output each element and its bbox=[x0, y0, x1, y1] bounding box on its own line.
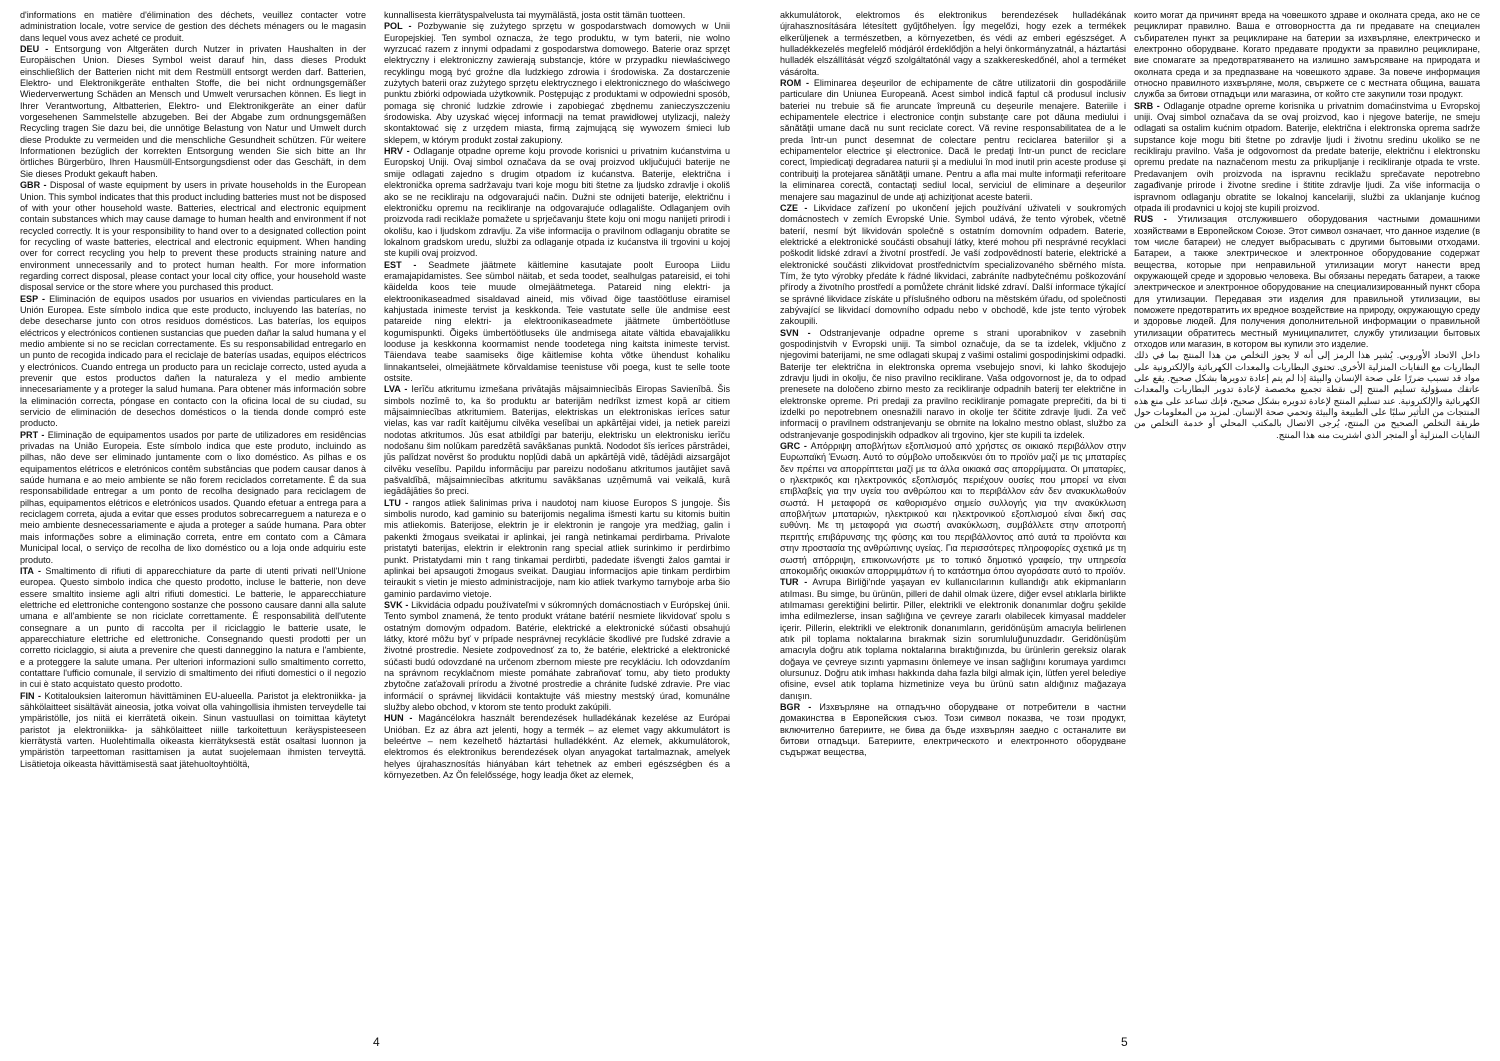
paragraph-text: kunnallisesta kierrätyspalvelusta tai myymälästä, josta ostit tämän tuotteen. bbox=[384, 10, 686, 20]
paragraph-text: Ierīču atkritumu izmešana privātajās mājsaimniecībās Eiropas Savienībā. Šis simbols nozīmē to, ka šo produktu ar baterijām nedrīkst izmest kopā ar citiem mājsaimniecības atkritumiem. Baterijas, elektriskas un elektroniskas ierīces satur vielas, kas var radīt kaitējumu cilvēka veselībai un apkārtējai videi, ja netiek pareizi nodotas atkritumos. Jūs esat atbildīgi par bateriju, elektrisku un elektronisku ierīču nodošanu šim nolūkam paredzētā savākšanas punktā. Nododot šīs ierīces pārstrādei, jūs palīdzat novērst šo produktu nopļūdi dabā un apkārtējā vidē, tādējādi aizsargājot cilvēku veselību. Papildu informāciju par pareizu nodošanu atkritumos jautājiet savā pašvaldībā, mājsaimniecības atkritumu savākšanas uzņēmumā vai veikalā, kurā iegādājāties šo preci. bbox=[384, 384, 730, 497]
language-code: TUR - bbox=[780, 577, 808, 588]
language-code: EST - bbox=[384, 259, 417, 270]
language-code: ITA - bbox=[20, 565, 41, 576]
paragraph-text: Entsorgung von Altgeräten durch Nutzer in privaten Haushalten in der Europäischen Union. Dieses Symbol weist darauf hin, dass dieses Produkt einschließlich der Batterien nicht mit dem Restmüll entsorgt werden darf. Batterien, Elektro- und Elektronikgeräte enthalten Stoffe, die bei nicht ordnungsgemäßer Wiederverwertung Schäden an Mensch und Umwelt verursachen können. Es liegt in Ihrer Verantwortung, Altbatterien, Elektro- und Elektronikgeräte an einer dafür vorgesehenen Sammelstelle abzugeben. Bei der Abgabe zum ordnungsgemäßen Recycling tragen Sie dazu bei, die unnötige Belastung von Natur und Umwelt durch diese Produkte zu vermeiden und die menschliche Gesundheit schützen. Für weitere Informationen bezüglich der korrekten Entsorgung wenden Sie sich bitte an Ihr örtliches Bürgerbüro, Ihren Hausmüll-Entsorgungsdienst oder das Geschäft, in dem Sie dieses Produkt gekauft haben. bbox=[20, 44, 366, 179]
paragraph bbox=[384, 260, 730, 385]
column-2 bbox=[384, 10, 730, 1030]
paragraph bbox=[780, 702, 1126, 759]
paragraph bbox=[384, 21, 730, 146]
paragraph bbox=[384, 146, 730, 259]
paragraph-text: Likvidácia odpadu používateľmi v súkromných domácnostiach v Európskej únii. Tento symbol znamená, že tento produkt vrátane batérií nesmiete likvidovať spolu s ostatným domovým odpadom. Batérie, elektrické a elektronické súčasti obsahujú látky, ktoré môžu byť v prípade nesprávnej recyklácie škodlivé pre ľudské zdravie a životné prostredie. Nesiete zodpovednosť za to, že batérie, elektrické a elektronické súčasti budú odovzdané na určenom zbernom mieste pre recykláciu. Ich odovzdaním na správnom recyklačnom mieste pomáhate zabraňovať tomu, aby tieto produkty zbytočne zaťažovali prírodu a životné prostredie a chránite ľudské zdravie. Pre viac informácií o správnej likvidácii kontaktujte váš miestny mestský úrad, komunálne služby alebo obchod, v ktorom ste tento produkt zakúpili. bbox=[384, 599, 730, 712]
paragraph-text: rangos atliek šalinimas priva i naudotoj nam kiuose Europos S jungoje. Šis simbolis nurodo, kad gaminio su baterijomis negalima išmesti kartu su kitomis buitin mis atliekomis. Baterijose, elektrin je ir elektronin je rangoje yra medžiag, galin i pakenkti žmogaus sveikatai ir aplinkai, jei rangà netinkamai perdirbama. Privalote pristatyti baterijas, elektrin ir elektronin rang special atliek surinkimo ir perdirbimo punkt. Pristatydami min t rang tinkamai perdirbti, padedate išvengti žalos gamtai ir aplinkai bei apsaugoti žmogaus sveikat. Daugiau informacijos apie tinkam perdirbim teiraukit s vietin je miesto administracijoje, nam kio atliek tvarkymo tarnyboje arba šio gaminio pardavimo vietoje. bbox=[384, 497, 730, 599]
column-4 bbox=[1134, 10, 1480, 1030]
page-number-left: 4 bbox=[373, 1035, 380, 1049]
paragraph bbox=[20, 10, 366, 44]
paragraph-text: Pozbywanie się zużytego sprzętu w gospodarstwach domowych w Unii Europejskiej. Ten symbol oznacza, że tego produktu, w tym baterii, nie wolno wyrzucać razem z innymi odpadami z gospodarstwa domowego. Baterie oraz sprzęt elektryczny i elektroniczny zawierają substancje, które w przypadku niewłaściwego recyklingu mogą być groźne dla ludzkiego zdrowia i środowiska. Za dostarczenie zużytych baterii oraz zużytego sprzętu elektrycznego i elektronicznego do właściwego punktu zbiórki odpowiada użytkownik. Postępując z produktami w odpowiedni sposób, pomaga się chronić ludzkie zdrowie i zapobiegać zbędnemu zanieczyszczeniu środowiska. Aby uzyskać więcej informacji na temat prawidłowej utylizacji, należy skontaktować się z urzędem miasta, firmą zajmującą się wywozem śmieci lub sklepem, w którym produkt został zakupiony. bbox=[384, 21, 730, 145]
paragraph-text: Απόρριψη αποβλήτων εξοπλισμού από χρήστες σε οικιακό περιβάλλον στην Ευρωπαϊκή Ένωση. Αυτό το σύμβολο υποδεικνύει ότι το προϊόν μαζί με τις μπαταρίες δεν πρέπει να απορρίπτεται μαζί με τα άλλα οικιακά σας απορρίμματα. Οι μπαταρίες, ο ηλεκτρικός και ηλεκτρονικός εξοπλισμός περιέχουν ουσίες που μπορεί να είναι επιβλαβείς για την υγεία του ανθρώπου και το περιβάλλον εάν δεν ανακυκλωθούν σωστά. Η μεταφορά σε καθορισμένο σημείο συλλογής για την ανακύκλωση αποβλήτων μπαταριών, ηλεκτρικού και ηλεκτρονικού εξοπλισμού είναι δική σας ευθύνη. Με τη μεταφορά για σωστή ανακύκλωση, συμβάλλετε στην αποτροπή περιττής επιβάρυνσης της φύσης και του περιβάλλοντος από αυτά τα προϊόντα και στην προστασία της ανθρώπινης υγείας. Για περισσότερες πληροφορίες σχετικά με τη σωστή απόρριψη, επικοινωνήστε με το τοπικό δημοτικό γραφείο, την υπηρεσία αποκομιδής οικιακών απορριμμάτων ή το κατάστημα όπου αγοράσατε αυτό το προϊόν. bbox=[780, 441, 1126, 576]
paragraph-text: Seadmete jäätmete käitlemine kasutajate poolt Euroopa Liidu eramajapidamistes. See sümbol näitab, et seda toodet, sealhulgas patareisid, ei tohi käidelda koos teie muude olmejäätmetega. Patareid ning elektri- ja elektroonikaseadmed sisaldavad aineid, mis võivad õige taastöötluse eiramisel kahjustada inimeste tervist ja keskkonda. Teie vastutate selle üle andmise eest patareide ning elektri- ja elektroonikaseadmete jäätmete ümbertöötluse kogumispunkti. Õigeks ümbertöötluseks üle andmisega aitate vältida ebavajalikku looduse ja keskkonna koormamist nende toodetega ning kaitsta inimeste tervist. Täiendava teabe saamiseks õige käitlemise kohta võtke ühendust kohaliku linnakantselei, olmejäätmete kõrvaldamise teenistuse või poega, kust te selle toote ostsite. bbox=[384, 259, 730, 383]
paragraph bbox=[20, 180, 366, 293]
paragraph-text: Утилизация отслужившего оборудования частными домашними хозяйствами в Европейском Союзе. Этот символ означает, что данное изделие (в том числе батареи) не следует выбрасывать с другими бытовыми отходами. Батареи, а также электрическое и электронное оборудование содержат вещества, которые при неправильной утилизации могут нанести вред окружающей среде и здоровью человека. Вы обязаны передать батареи, а также электрическое и электронное оборудование на специализированный пункт сбора для утилизации. Передавая эти изделия для правильной утилизации, вы поможете предотвратить их вредное воздействие на природу, окружающую среду и здоровье людей. Для получения дополнительной информации о правильной утилизации обратитесь местный муниципалитет, службу утилизации бытовых отходов или магазин, в котором вы купили это изделие. bbox=[1134, 214, 1480, 349]
language-code: HUN - bbox=[384, 713, 413, 724]
column-3 bbox=[780, 10, 1126, 1030]
language-code: FIN - bbox=[20, 690, 42, 701]
language-code: ESP - bbox=[20, 293, 46, 304]
language-code: LTU - bbox=[384, 497, 409, 508]
paragraph-text: Smaltimento di rifiuti di apparecchiature da parte di utenti privati nell'Unione europea. Questo simbolo indica che questo prodotto, incluse le batterie, non deve essere smaltito insieme agli altri rifiuti domestici. Le batterie, le apparecchiature elettriche ed elettroniche contengono sostanze che possono causare danni alla salute umana e all'ambiente se non riciclate correttamente. È responsabilità dell'utente consegnare a un punto di raccolta per il riciclaggio le batterie usate, le apparecchiature elettriche ed elettroniche. Consegnando questi prodotti per un corretto riciclaggio, si aiuta a prevenire che questi danneggino la natura e l'ambiente, e a proteggere la salute umana. Per ulteriori informazioni sullo smaltimento corretto, contattare l'ufficio comunale, il servizio di smaltimento dei rifiuti domestici o il negozio in cui è stato acquistato questo prodotto. bbox=[20, 565, 366, 690]
language-code: CZE - bbox=[780, 202, 808, 213]
paragraph-text: akkumulátorok, elektromos és elektronikus berendezések hulladékának újrahasznosítására létesített gyűjtőhelyen. Így megelőzi, hogy ezek a termékek elkerüljenek a természetben, a környezetben, és védi az emberi egészséget. A hulladékkezelés megfelelő módjáról érdeklődjön a helyi önkormányzatnál, a háztartási hulladék elszállítását végző szolgáltatónál vagy a szakkereskedőnél, ahol a terméket vásárolta. bbox=[780, 10, 1126, 77]
language-code: SVK - bbox=[384, 599, 409, 610]
paragraph bbox=[20, 44, 366, 180]
paragraph bbox=[20, 691, 366, 770]
language-code: RUS - bbox=[1134, 214, 1167, 225]
language-code: BGR - bbox=[780, 701, 812, 712]
paragraph bbox=[780, 441, 1126, 577]
paragraph-text: Odlaganje otpadne opreme korisnika u privatnim domaćinstvima u Evropskoj uniji. Ovaj simbol označava da se ovaj proizvod, kao i njegove baterije, ne smeju odlagati sa ostalim kućnim otpadom. Baterije, električna i elektronska oprema sadrže supstance koje mogu biti štetne po zdravlje ljudi i životnu sredinu ukoliko se ne recikliraju pravilno. Vaša je odgovornost da predate baterije, električnu i elektronsku opremu predate na naznačenom mestu za prikupljanje i recikliranje otpada te vrste. Predavanjem ovih proizvoda na ispravnu reciklažu sprečavate nepotrebno zagađivanje prirode i životne sredine i štitite zdravlje ljudi. Za više informacija o ispravnom odlaganju obratite se lokalnoj kancelariji, službi za uklanjanje kućnog otpada ili prodavnici u kojoj ste kupili proizvod. bbox=[1134, 100, 1480, 213]
language-code: POL - bbox=[384, 21, 412, 32]
paragraph bbox=[384, 498, 730, 600]
paragraph bbox=[1134, 101, 1480, 214]
paragraph-text: Eliminação de equipamentos usados por parte de utilizadores em residências privadas na União Europeia. Este símbolo indica que este produto, incluindo as pilhas, não deve ser eliminado juntamente com o lixo doméstico. As pilhas e os equipamentos elétricos e eletrónicos contêm substâncias que podem causar danos à saúde humana e ao meio ambiente se não forem reciclados corretamente. É da sua responsabilidade entregar a um ponto de recolha designado para reciclagem de pilhas, equipamentos elétricos e eletrónicos usados. Quando efetuar a entrega para a reciclagem correta, ajuda a evitar que esses produtos sobrecarreguem a natureza e o meio ambiente desnecessariamente e ajuda a proteger a saúde humana. Para obter mais informações sobre a eliminação correta, entre em contato com a Câmara Municipal local, o serviço de recolha de lixo doméstico ou a loja onde adquiriu este produto. bbox=[20, 429, 366, 565]
language-code: ROM - bbox=[780, 78, 809, 89]
paragraph-text: Eliminarea deşeurilor de echipamente de către utilizatorii din gospodăriile particulare din Uniunea Europeană. Acest simbol indică faptul că produsul inclusiv bateriei nu trebuie să fie aruncate împreună cu deşeurile menajere. Bateriile i echipamentele electrice i electronice conţin substanţe care pot dăuna mediului i sănătăţii umane dacă nu sunt reciclate corect. Vă revine responsabilitatea de a le preda într-un punct desemnat de colectare pentru reciclarea bateriilor şi a echipamentelor electrice şi electronice. Dacă le predaţi într-un punct de reciclare corect, împiedicaţi degradarea naturii şi a mediului în mod inutil prin aceste produse şi contribuiţi la protejarea sănătăţii umane. Pentru a afla mai multe informaţii referitoare la eliminarea corectă, contactaţi sediul local, serviciul de eliminare a deşeurilor menajere sau magazinul de unde aţi achiziţionat aceste baterii. bbox=[780, 78, 1126, 202]
language-code: GRC - bbox=[780, 441, 807, 452]
paragraph bbox=[1134, 214, 1480, 350]
paragraph bbox=[384, 384, 730, 497]
paragraph bbox=[1134, 10, 1480, 101]
paragraph-text: Изхвърляне на отпадъчно оборудване от потребители в частни домакинства в Европейския съюз. Този символ показва, че този продукт, включително батериите, не бива да бъде изхвърлян заедно с останалите ви битови отпадъци. Батериите, електрическото и електронното оборудване съдържат вещества, bbox=[780, 701, 1126, 758]
paragraph-text: Odlaganje otpadne opreme koju provode korisnici u privatnim kućanstvima u Europskoj Uniji. Ovaj simbol označava da se ovaj proizvod uključujući baterije ne smije odlagati zajedno s drugim otpadom iz kućanstva. Baterije, električna i elektronička oprema sadržavaju tvari koje mogu biti štetne za ljudsko zdravlje i okoliš ako se ne recikliraju na odgovarajući način. Dužni ste odnijeti baterije, električnu i elektroničku opremu na recikliranje na odgovarajuće odlagalište. Odlaganjem ovih proizvoda radi reciklaže pomažete u sprječavanju štete koju oni mogu nanijeti prirodi i okolišu, kao i ljudskom zdravlju. Za više informacija o pravilnom odlaganju obratite se lokalnom gradskom uredu, službi za odlaganje otpada iz kućanstva ili trgovini u kojoj ste kupili ovaj proizvod. bbox=[384, 146, 730, 259]
paragraph bbox=[384, 713, 730, 781]
paragraph bbox=[1134, 350, 1480, 441]
language-code: HRV - bbox=[384, 146, 410, 157]
page-number-right: 5 bbox=[1121, 1035, 1128, 1049]
paragraph bbox=[20, 430, 366, 566]
paragraph-text: داخل الاتحاد الأوروبي. يُشير هذا الرمز إلى أنه لا يجوز التخلص من هذا المنتج بما في ذلك البطاريات مع النفايات المنزلية الأخرى. تحتوي البطاريات والمعدات الكهربائية والإلكترونية على مواد قد تسبب ضررًا على صحة الإنسان والبيئة إذا لم يتم إعادة تدويرها بشكل صحيح. يقع على عاتقك مسؤولية تسليم المنتج إلى نقطة تجميع مخصصة لإعادة تدوير البطاريات والمعدات الكهربائية والإلكترونية. عند تسليم المنتج لإعادة تدويره بشكل صحيح، فإنك تساعد على منع هذه المنتجات من التأثير سلبًا على الطبيعة والبيئة وتحمي صحة الإنسان. لمزيد من المعلومات حول طريقة التخلص الصحيح من المنتج، يُرجى الاتصال بالمكتب المحلي أو خدمة التخلص من النفايات المنزلية أو المتجر الذي اشتريت منه هذا المنتج. bbox=[1134, 350, 1480, 440]
paragraph bbox=[780, 78, 1126, 203]
paragraph bbox=[780, 203, 1126, 328]
paragraph-text: Odstranjevanje odpadne opreme s strani uporabnikov v zasebnih gospodinjstvih v Evropski uniji. Ta simbol označuje, da se ta izdelek, vključno z njegovimi baterijami, ne sme odlagati skupaj z vašimi ostalimi gospodinjskimi odpadki. Baterije ter električna in elektronska oprema vsebujejo snovi, ki lahko škodujejo zdravju ljudi in okolju, če niso pravilno reciklirane. Vaša odgovornost je, da to odpad prenesete na določeno zbirno mesto za recikliranje odpadnih baterij ter električne in elektronske opreme. Pri predaji za pravilno recikliranje pomagate preprečiti, da bi ti izdelki po nepotrebnem onesnažili naravo in okolje ter ščitite zdravje ljudi. Za več informacij o pravilnem odstranjevanju se obrnite na lokalno mestno oblast, službo za odstranjevanje gospodinjskih odpadkov ali trgovino, kjer ste kupili ta izdelek. bbox=[780, 327, 1126, 440]
language-code: DEU - bbox=[20, 44, 49, 55]
paragraph bbox=[20, 566, 366, 691]
paragraph-text: d'informations en matière d'élimination des déchets, veuillez contacter votre administration locale, votre service de gestion des déchets ménagers ou le magasin dans lequel vous avez acheté ce produit. bbox=[20, 10, 366, 43]
language-code: GBR - bbox=[20, 180, 47, 191]
language-code: PRT - bbox=[20, 429, 45, 440]
paragraph-text: Likvidace zařízení po ukončení jejich používání uživateli v soukromých domácnostech v zemích Evropské Unie. Symbol udává, že tento výrobek, včetně baterií, nesmí být likvidován společně s ostatním domovním odpadem. Baterie, elektrické a elektronické součásti obsahují látky, které mohou při nesprávné recyklaci poškodit lidské zdraví a životní prostředí. Je vaší zodpovědností baterie, elektrické a elektronické součásti zlikvidovat prostřednictvím specializovaného sběrného místa. Tím, že tyto výrobky předáte k řádné likvidaci, zabráníte nadbytečnému poškozování přírody a životního prostředí a pomůžete chránit lidské zdraví. Další informace týkající se správné likvidace získáte u příslušného odboru na městském úřadu, od společnosti zabývající se likvidací domovního odpadu nebo v obchodě, kde jste tento výrobek zakoupili. bbox=[780, 202, 1126, 327]
paragraph bbox=[780, 577, 1126, 702]
paragraph-text: Disposal of waste equipment by users in private households in the European Union. This symbol indicates that this product including batteries must not be disposed of with your other household waste. Batteries, electrical and electronic equipment contain substances which may cause damage to human health and environment if not recycled correctly. It is your responsibility to hand over to a designated collection point for recycling of waste batteries, electrical and electronic equipment. When handing over for correct recycling you help to prevent these products straining nature and environment unnecessarily and to protect human health. For more information regarding correct disposal, please contact your local city office, your household waste disposal service or the store where you purchased this product. bbox=[20, 180, 366, 293]
paragraph-text: Magáncélokra használt berendezések hulladékának kezelése az Európai Unióban. Ez az ábra azt jelenti, hogy a termék – az elemet vagy akkumulátort is beleértve – nem kezelhető háztartási hulladékként. Az elemek, akkumulátorok, elektromos és elektronikus berendezések olyan anyagokat tartalmaznak, amelyek helyes újrahasznosítás hiányában kárt tehetnek az emberi egészségben és a környezetben. Az Ön felelőssége, hogy leadja őket az elemek, bbox=[384, 713, 730, 781]
language-code: SRB - bbox=[1134, 100, 1160, 111]
paragraph-text: Kotitalouksien laiteromun hävittäminen EU-alueella. Paristot ja elektroniikka- ja sähkölaitteet sisältävät aineosia, jotka voivat olla vahingollisia ihmisten terveydelle tai ympäristölle, jos niitä ei kierrätetä oikein. Sinun vastuullasi on toimittaa käytetyt paristot ja elektroniikka- ja sähkölaitteet niille tarkoitettuun keräyspisteeseen kierrätystä varten. Huolehtimalla oikeasta kierrätyksestä estät osaltasi luonnon ja ympäristön tarpeettoman rasittamisen ja autat suojelemaan ihmisten terveyttä. Lisätietoja oikeasta hävittämisestä saat jätehuoltoyhtiöltä, bbox=[20, 690, 366, 769]
paragraph bbox=[20, 294, 366, 430]
paragraph-text: Eliminación de equipos usados por usuarios en viviendas particulares en la Unión Europea. Este símbolo indica que este producto, incluyendo las baterías, no debe desecharse junto con otros residuos domésticos. Las baterías, los equipos eléctricos y electrónicos contienen sustancias que pueden dañar la salud humana y el medio ambiente si no se reciclan correctamente. Es su responsabilidad entregarlo en un punto de recogida indicado para el reciclaje de baterías usadas, equipos eléctricos y electrónicos. Cuando entrega un producto para un reciclaje correcto, usted ayuda a prevenir que estos productos dañen la naturaleza y el medio ambiente innecesariamente y a proteger la salud humana. Para obtener más información sobre la eliminación correcta, póngase en contacto con la oficina local de su ciudad, su servicio de eliminación de desechos domésticos o la tienda donde compró este producto. bbox=[20, 293, 366, 429]
paragraph bbox=[384, 10, 730, 21]
language-code: LVA - bbox=[384, 384, 408, 395]
column-1 bbox=[20, 10, 366, 1030]
paragraph bbox=[780, 328, 1126, 441]
paragraph bbox=[384, 600, 730, 713]
language-code: SVN - bbox=[780, 327, 811, 338]
paragraph-text: които могат да причинят вреда на човешкото здраве и околната среда, ако не се рециклират правилно. Ваша е отговорността да ги предавате на специален събирателен пункт за рециклиране на батерии за изхвърляне, електрическо и електронно оборудване. Когато предавате продукти за правилно рециклиране, вие спомагате за предотвратяването на излишно замърсяване на природата и околната среда и за предпазване на човешкото здраве. За повече информация относно правилното изхвърляне, моля, свържете се с местната община, вашата служба за битови отпадъци или магазина, от който сте закупили този продукт. bbox=[1134, 10, 1480, 100]
paragraph bbox=[780, 10, 1126, 78]
page-right bbox=[750, 0, 1500, 1061]
paragraph-text: Avrupa Birliği'nde yaşayan ev kullanıcılarının kullandığı atık ekipmanların atılması. Bu simge, bu ürünün, pilleri de dahil olmak üzere, diğer evsel atıklarla birlikte atılmaması gerektiğini belirtir. Piller, elektrikli ve elektronik donanımlar doğru şekilde imha edilmezlerse, insan sağlığına ve çevreye zararlı olabilecek kimyasal maddeler içerir. Pillerin, elektrikli ve elektronik donanımların, geridönüşüm amacıyla belirlenen atık pil toplama noktalarına bırakmak sizin sorumluluğunuzdadır. Geridönüşüm amacıyla doğru atık toplama noktalarına bıraktığınızda, bu ürünlerin gereksiz olarak doğaya ve çevreye sızıntı yapmasını önlemeye ve insan sağlığını korumaya yardımcı olursunuz. Doğru atık imhası hakkında daha fazla bilgi almak için, lütfen yerel belediye ofisine, evsel atık toplama hizmetinize veya bu ürünü satın aldığınız mağazaya danışın. bbox=[780, 577, 1126, 701]
